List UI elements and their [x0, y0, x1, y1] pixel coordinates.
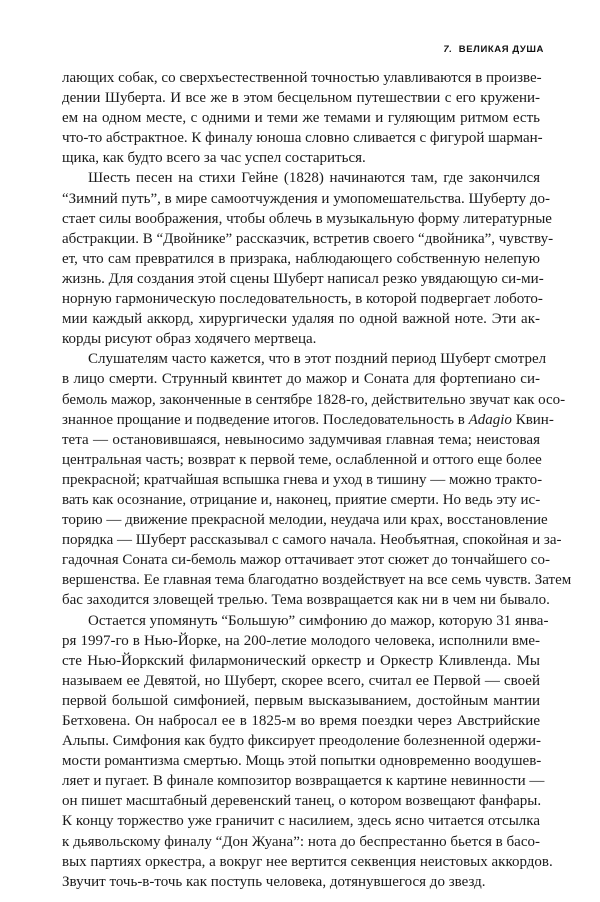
paragraph [62, 611, 553, 892]
text-line: “Зимний путь”, в мире самоотчуждения и умопомешательства. Шуберту до- [62, 190, 551, 207]
text-line: вершенства. Ее главная тема благодатно воздействует на все семь чувств. Затем [62, 572, 572, 589]
text-line: гадочная Соната си-бемоль мажор оттачивает этот сюжет до тончайшего со- [62, 552, 550, 569]
text-line: щика, как будто всего за час успел состариться. [62, 150, 366, 167]
text-line: мии каждый аккорд, хирургически удаляя по одной важной ноте. Эти ак- [62, 311, 540, 328]
text-line: к дьявольскому финалу “Дон Жуана”: нота до беспрестанно бьется в басо- [62, 833, 540, 850]
text-line: ря 1997-го в Нью-Йорке, на 200-летие молодого человека, исполнили вме- [62, 632, 540, 649]
text-line: дении Шуберта. И все же в этом бесцельном путешествии с его кружени- [62, 90, 540, 107]
text-line: он пишет масштабный деревенский танец, о котором возвещают фанфары. [62, 793, 542, 810]
chapter-number: 7. [443, 44, 453, 55]
text-line: Остается упомянуть “Большую” симфонию до мажор, которую 31 янва- [88, 612, 549, 629]
text-line: ляет и пугает. В финале композитор возвращается к картине невинности — [62, 773, 545, 790]
text-line: первой большой симфонией, первым высказыванием, достойным мантии [62, 692, 540, 709]
text-line: К концу торжество уже граничит с насилием, здесь ясно читается отсылка [62, 813, 540, 830]
text-line: мости романтизма смертью. Мощь этой попытки одновременно воодушев- [62, 753, 542, 770]
text-line: абстракции. В “Двойнике” рассказчик, встретив своего “двойника”, чувству- [62, 230, 554, 247]
paragraph [62, 168, 554, 349]
text-line: жизнь. Для создания этой сцены Шуберт написал резко увядающую си-ми- [62, 270, 544, 287]
text-line: норную гармоническую последовательность, в которой подвергает лобото- [62, 291, 543, 308]
text-line: ем на одном месте, с одними и теми же темами и гуляющим ритмом есть [62, 110, 540, 127]
text-line: лающих собак, со сверхъестественной точностью улавливаются в произве- [62, 70, 542, 86]
text-line: ет, что сам превратился в призрака, наблюдающего собственную нелепую [62, 250, 540, 267]
text-line: бас заходится зловещей трелью. Тема возвращается как ни в чем ни бывало. [62, 592, 550, 609]
text-line: порядка — Шуберт рассказывал с самого начала. Необъятная, спокойная и за- [62, 532, 562, 549]
italic-term: Adagio [468, 411, 512, 428]
paragraph [62, 68, 543, 168]
line-segment: знанное прощание и подведение итогов. Последовательность в [62, 411, 469, 428]
text-line: вых партиях оркестра, а вокруг нее вертится секвенция неистовых аккордов. [62, 853, 553, 870]
text-line: Слушателям часто кажется, что в этот поздний период Шуберт смотрел [88, 351, 547, 368]
text-line: центральная часть; возврат к первой теме, ослабленной и оттого еще более [62, 451, 542, 468]
text-line: сте Нью-Йоркский филармонический оркестр и Оркестр Кливленда. Мы [62, 652, 540, 669]
text-line: называем ее Девятой, но Шуберт, скорее всего, считал ее Первой — своей [62, 672, 540, 689]
running-head [443, 44, 544, 55]
text-line: Шесть песен на стихи Гейне (1828) начинаются там, где закончился [88, 170, 540, 187]
body-text [62, 68, 572, 892]
text-line: прекрасной; кратчайшая вспышка гнева и уход в тишину — можно тракто- [62, 471, 543, 488]
line-segment: Квин- [511, 411, 554, 428]
chapter-title: ВЕЛИКАЯ ДУША [458, 44, 544, 55]
text-line: бемоль мажор, законченные в сентябре 1828-го, действительно звучат как осо- [62, 391, 566, 408]
text-line: что-то абстрактное. К финалу юноша словно сливается с фигурой шарман- [62, 130, 543, 147]
text-line: тета — остановившаяся, невыносимо задумчивая главная тема; неистовая [62, 431, 540, 448]
text-line: вать как осознание, отрицание и, наконец, приятие смерти. Но ведь эту ис- [62, 491, 541, 508]
text-line: Звучит точь-в-точь как поступь человека, дотянувшегося до звезд. [62, 873, 486, 890]
text-line: корды рисуют образ ходячего мертвеца. [62, 331, 317, 348]
text-line: в лицо смерти. Струнный квинтет до мажор и Соната для фортепиано си- [62, 371, 540, 388]
text-line: стает силы воображения, чтобы облечь в музыкальную форму литературные [62, 210, 552, 227]
text-line-with-italic [62, 410, 554, 430]
paragraph [62, 349, 572, 610]
text-line: Бетховена. Он набросал ее в 1825-м во время поездки через Австрийские [62, 713, 540, 729]
text-line: Альпы. Симфония как будто фиксирует преодоление болезненной одержи- [62, 733, 541, 750]
text-line: торию — движение прекрасной мелодии, неудача или крах, восстановление [62, 512, 548, 529]
